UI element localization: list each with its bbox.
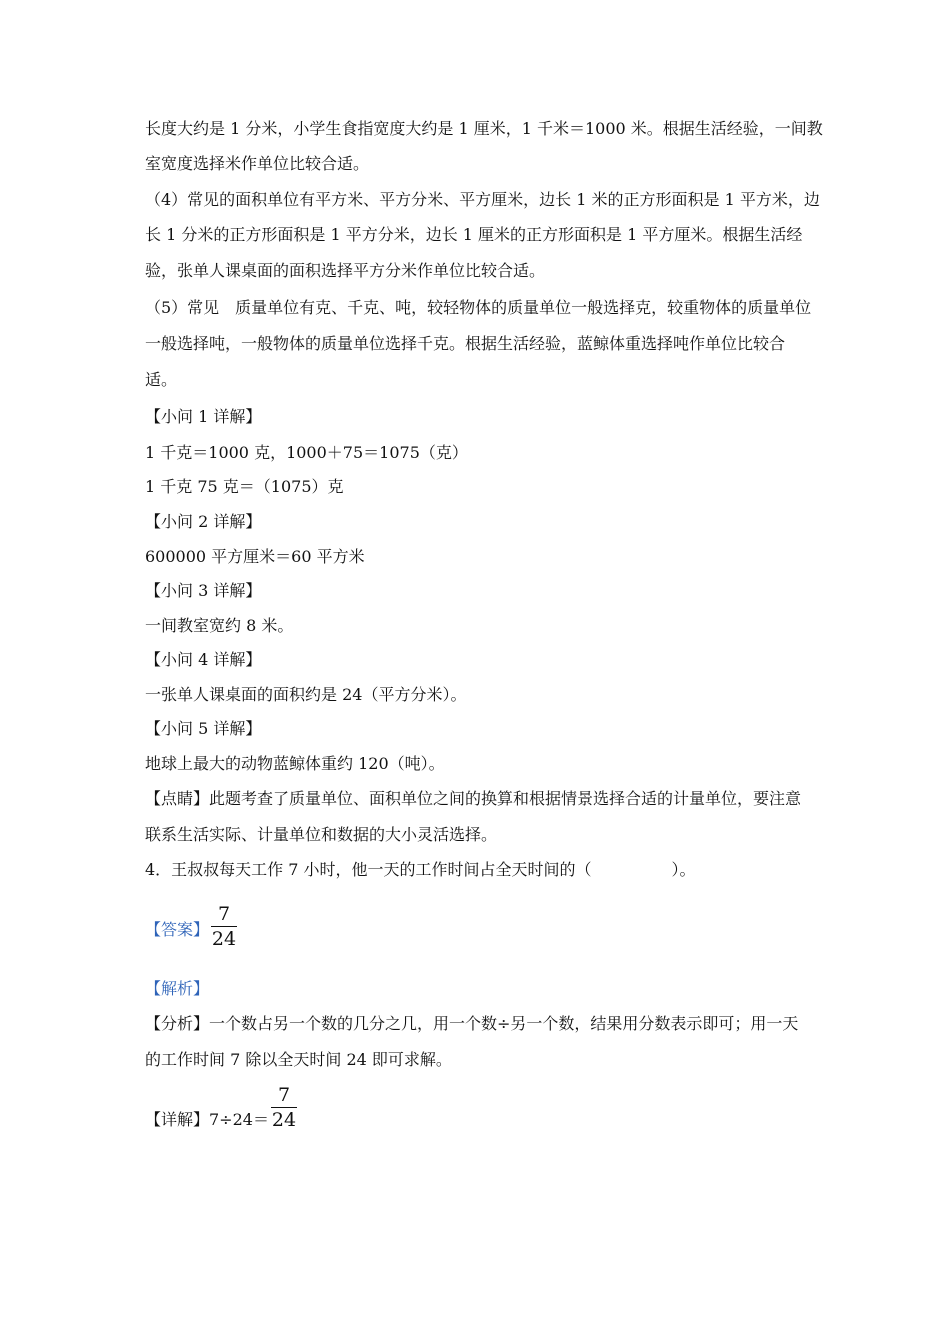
detail-numerator: 7: [277, 1084, 291, 1106]
text-line: 一张单人课桌面的面积约是 24（平方分米）。: [145, 685, 467, 704]
text-line: 1 千克＝1000 克，1000＋75＝1075（克）: [145, 443, 468, 462]
text-line: 长度大约是 1 分米，小学生食指宽度大约是 1 厘米，1 千米＝1000 米。根据生活经验，一间教: [145, 119, 823, 138]
section-heading: 【小问 1 详解】: [145, 407, 262, 426]
text-line: 一间教室宽约 8 米。: [145, 616, 294, 635]
text-line: 一般选择吨，一般物体的质量单位选择千克。根据生活经验，蓝鲸体重选择吨作单位比较合: [145, 334, 786, 353]
text-line: 长 1 分米的正方形面积是 1 平方分米，边长 1 厘米的正方形面积是 1 平方厘米。根据生活经: [145, 225, 803, 244]
fraction-bar: [271, 1107, 297, 1108]
text-line: 600000 平方厘米＝60 平方米: [145, 547, 365, 566]
section-heading: 【小问 4 详解】: [145, 650, 262, 669]
text-line: （5）常见 质量单位有克、千克、吨，较轻物体的质量单位一般选择克，较重物体的质量单位: [145, 298, 812, 317]
detail-fraction: [271, 1084, 297, 1131]
text-line: 【分析】一个数占另一个数的几分之几，用一个数÷另一个数，结果用分数表示即可；用一天: [145, 1014, 799, 1033]
text-line: 【点睛】此题考查了质量单位、面积单位之间的换算和根据情景选择合适的计量单位，要注意: [145, 789, 802, 808]
answer-label: 【答案】: [145, 920, 210, 939]
section-heading: 【小问 3 详解】: [145, 581, 262, 600]
text-line: （4）常见的面积单位有平方米、平方分米、平方厘米，边长 1 米的正方形面积是 1 平方米，边: [145, 190, 820, 209]
question-text: 4．王叔叔每天工作 7 小时，他一天的工作时间占全天时间的（ ）。: [145, 860, 696, 879]
analysis-label: 【解析】: [145, 979, 210, 998]
section-heading: 【小问 2 详解】: [145, 512, 262, 531]
answer-numerator: 7: [217, 903, 231, 925]
section-heading: 【小问 5 详解】: [145, 719, 262, 738]
answer-denominator: 24: [211, 928, 237, 950]
text-line: 室宽度选择米作单位比较合适。: [145, 154, 370, 173]
text-line: 联系生活实际、计量单位和数据的大小灵活选择。: [145, 825, 498, 844]
detail-text: 【详解】7÷24＝: [145, 1110, 269, 1129]
text-line: 验，张单人课桌面的面积选择平方分米作单位比较合适。: [145, 261, 546, 280]
text-line: 适。: [145, 370, 178, 389]
text-line: 1 千克 75 克＝（1075）克: [145, 477, 344, 496]
text-line: 的工作时间 7 除以全天时间 24 即可求解。: [145, 1050, 452, 1069]
fraction-bar: [211, 926, 237, 927]
answer-fraction: [211, 903, 237, 950]
detail-denominator: 24: [271, 1109, 297, 1131]
text-line: 地球上最大的动物蓝鲸体重约 120（吨）。: [145, 754, 445, 773]
